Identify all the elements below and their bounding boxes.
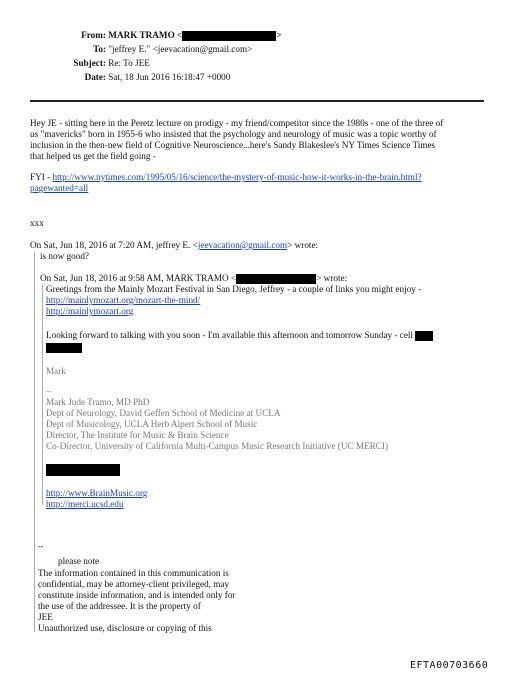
redaction-bar	[46, 464, 120, 476]
sig-line: Co-Director, University of California Multi-Campus Music Research Initiative (UC MERCI)	[46, 441, 389, 451]
brainmusic-link[interactable]: http://www.BrainMusic.org	[46, 488, 148, 498]
para1-line: that helped us get the field going -	[30, 151, 156, 161]
reply1-header	[30, 240, 318, 251]
para1-line: Hey JE - sitting here in the Peretz lecture on prodigy - my friend/competitor since the 1980s - one of the three of	[30, 118, 444, 128]
xxx-marker: xxx	[30, 218, 44, 228]
reply2-header	[40, 273, 347, 284]
to-label: To:	[93, 44, 106, 54]
redaction-bar	[46, 343, 82, 353]
notice-line: constitute inside information, and is intended only for	[38, 590, 236, 600]
para1-line: us "mavericks" born in 1955-6 who insisted that the psychology and neurology of music was a topic worthy of	[30, 129, 437, 139]
mainly-mozart-link-row	[46, 306, 133, 317]
brainmusic-link-row	[46, 488, 147, 499]
sig-line: Dept of Musicology, UCLA Herb Alpert School of Music	[46, 419, 258, 429]
header-divider	[30, 100, 484, 102]
sig-redaction	[46, 464, 120, 476]
reply1-suffix: > wrote:	[287, 240, 319, 250]
merci-link-row	[46, 499, 124, 510]
header-from-row	[38, 30, 282, 41]
nytimes-link[interactable]: http://www.nytimes.com/1995/05/16/science/the-mystery-of-music-how-it-works-in-the-brain.html?	[52, 172, 422, 182]
looking-forward-text: Looking forward to talking with you soon - I'm available this afternoon and tomorrow Sunday - cell	[46, 330, 414, 340]
date-value: Sat, 18 Jun 2016 16:18:47 +0000	[108, 72, 231, 82]
document-id: EFTA00703660	[410, 660, 489, 671]
from-value: MARK TRAMO <	[108, 30, 183, 40]
greeting-line: Greetings from the Mainly Mozart Festival in San Diego, Jeffrey - a couple of links you might enjoy -	[46, 284, 422, 294]
notice-line: confidential, may be attorney-client privileged, may	[38, 579, 230, 589]
sig-dash: --	[46, 387, 52, 396]
sig-line: Director, The Institute for Music & Brain Science	[46, 430, 229, 440]
notice-line: JEE	[38, 612, 53, 622]
redaction-bar	[236, 274, 316, 284]
from-label: From:	[81, 30, 106, 40]
date-label: Date:	[84, 72, 106, 82]
redaction-bar	[182, 31, 276, 41]
merci-link[interactable]: http://merci.ucsd.edu	[46, 499, 124, 509]
header-subject-row	[38, 58, 150, 69]
reply1-text: is now good?	[40, 251, 89, 261]
quote-bar-inner	[42, 285, 43, 505]
notice-line: Unauthorized use, disclosure or copying of this	[38, 623, 212, 633]
header-date-row	[38, 72, 230, 83]
notice-line: the use of the addressee. It is the property of	[38, 601, 201, 611]
reply1-prefix: On Sat, Jun 18, 2016 at 7:20 AM, jeffrey E. <	[30, 240, 198, 250]
fyi-line	[30, 172, 422, 183]
redaction-bar	[415, 331, 433, 341]
quote-bar-outer	[34, 252, 35, 632]
sig-name: Mark	[46, 366, 66, 376]
notice-line: The information contained in this communication is	[38, 568, 229, 578]
sig-line: Dept of Neurology, David Geffen School of Medicine at UCLA	[46, 408, 281, 418]
looking-forward-line	[46, 330, 433, 341]
subject-value: Re: To JEE	[108, 58, 150, 68]
from-value-tail: >	[276, 30, 282, 40]
mozart-mind-link[interactable]: http://mainlymozart.org/mozart-the-mind/	[46, 295, 201, 305]
para1-line: inclusion in the then-new field of Cognitive Neuroscience...here's Sandy Blakeslee's NY Times Science Times	[30, 140, 436, 150]
please-note: please note	[58, 556, 100, 566]
fyi-line-2	[30, 183, 88, 194]
to-value: "jeffrey E." <jeevacation@gmail.com>	[108, 44, 253, 54]
header-to-row	[38, 44, 252, 55]
mozart-mind-link-row	[46, 295, 200, 306]
phone-redaction	[46, 342, 82, 353]
reply2-suffix: > wrote:	[316, 273, 348, 283]
reply2-prefix: On Sat, Jun 18, 2016 at 9:58 AM, MARK TRAMO <	[40, 273, 237, 283]
mainly-mozart-link[interactable]: http://mainlymozart.org	[46, 306, 134, 316]
reply1-email-link[interactable]: jeevacation@gmail.com	[197, 240, 288, 250]
nytimes-link-continued[interactable]: pagewanted=all	[30, 183, 89, 193]
footer-dash: --	[38, 542, 44, 551]
fyi-prefix: FYI -	[30, 172, 53, 182]
sig-line: Mark Jude Tramo, MD PhD	[46, 397, 150, 407]
subject-label: Subject:	[73, 58, 106, 68]
